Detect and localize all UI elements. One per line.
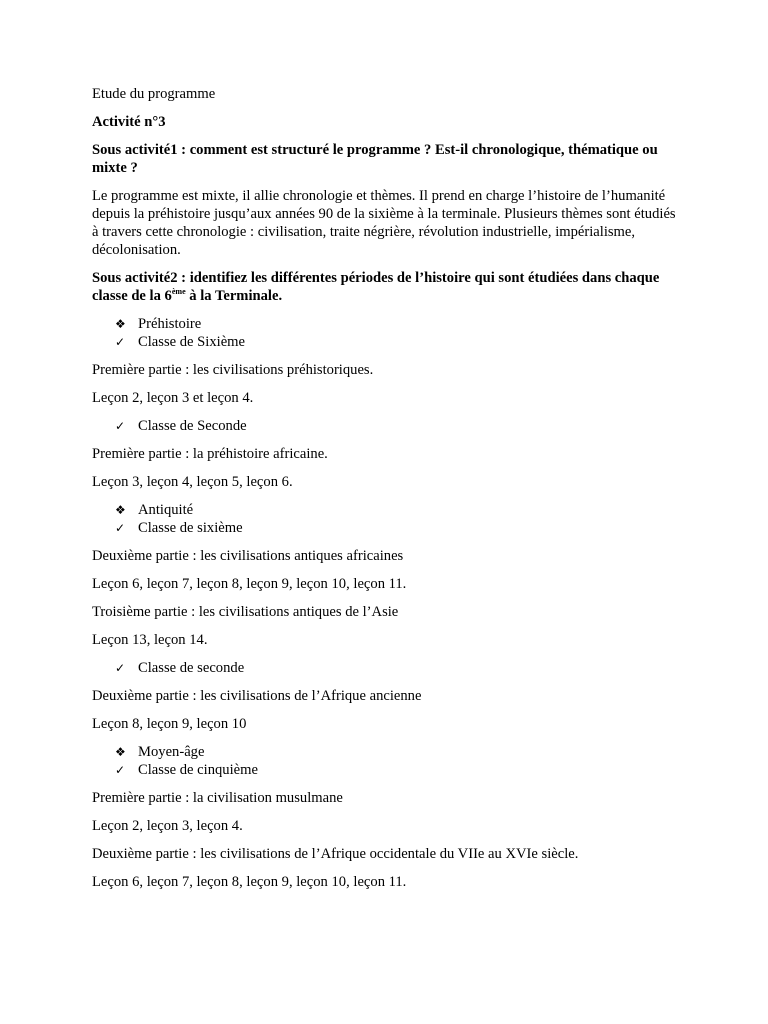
period-antiquite: Antiquité xyxy=(138,502,194,518)
list-item xyxy=(92,501,682,519)
period-prehistoire: Préhistoire xyxy=(138,316,202,332)
class-seconde-label: Classe de Seconde xyxy=(138,418,247,434)
check-mark-icon: ✓ xyxy=(115,419,126,433)
check-mark-icon: ✓ xyxy=(115,335,126,349)
superscript-eme: ème xyxy=(171,287,186,296)
moyen-age-part2: Deuxième partie : les civilisations de l’Afrique occidentale du VIIe au XVIe siècle. xyxy=(92,846,579,862)
document-page xyxy=(92,85,682,901)
moyen-age-part1: Première partie : la civilisation musulmane xyxy=(92,790,343,806)
sub-activity-1-answer: Le programme est mixte, il allie chronologie et thèmes. Il prend en charge l’histoire de l’humanité depuis la préhistoire jusqu’aux années 90 de la sixième à la terminale. Plusieurs thèmes sont étudiés à travers cette chronologie : civilisation, traite négrière, révolution industrielle, impérialisme, décolonisation. xyxy=(92,188,676,258)
prehistoire-seconde-part: Première partie : la préhistoire africaine. xyxy=(92,446,328,462)
sub-activity-2-question xyxy=(92,269,682,305)
list-item xyxy=(92,659,682,677)
moyen-age-list xyxy=(92,743,682,779)
sub-activity-2-question-end: à la Terminale. xyxy=(185,288,283,304)
list-item xyxy=(92,519,682,537)
document-title: Etude du programme xyxy=(92,86,216,102)
four-diamond-icon: ❖ xyxy=(115,317,126,331)
list-item xyxy=(92,743,682,761)
antiquite-sixieme-part2: Deuxième partie : les civilisations antiques africaines xyxy=(92,548,404,564)
list-item xyxy=(92,333,682,351)
list-item xyxy=(92,761,682,779)
class-seconde-label: Classe de seconde xyxy=(138,660,245,676)
antiquite-sixieme-part3: Troisième partie : les civilisations antiques de l’Asie xyxy=(92,604,399,620)
check-mark-icon: ✓ xyxy=(115,521,126,535)
list-item xyxy=(92,315,682,333)
prehistoire-list xyxy=(92,315,682,351)
sub-activity-1-question: Sous activité1 : comment est structuré le programme ? Est-il chronologique, thématique ou mixte ? xyxy=(92,142,658,176)
check-mark-icon: ✓ xyxy=(115,661,126,675)
sub-activity-2-question-text: Sous activité2 : identifiez les différentes périodes de l’histoire qui sont étudiées dans chaque classe de la 6 xyxy=(92,270,660,304)
moyen-age-part1-lessons: Leçon 2, leçon 3, leçon 4. xyxy=(92,818,243,834)
antiquite-list xyxy=(92,501,682,537)
antiquite-sixieme-part2-lessons: Leçon 6, leçon 7, leçon 8, leçon 9, leçon 10, leçon 11. xyxy=(92,576,407,592)
prehistoire-sixieme-lessons: Leçon 2, leçon 3 et leçon 4. xyxy=(92,390,254,406)
class-sixieme-label: Classe de sixième xyxy=(138,520,243,536)
prehistoire-seconde-list xyxy=(92,417,682,435)
list-item xyxy=(92,417,682,435)
class-sixieme-label: Classe de Sixième xyxy=(138,334,246,350)
prehistoire-seconde-lessons: Leçon 3, leçon 4, leçon 5, leçon 6. xyxy=(92,474,293,490)
check-mark-icon: ✓ xyxy=(115,763,126,777)
antiquite-sixieme-part3-lessons: Leçon 13, leçon 14. xyxy=(92,632,208,648)
four-diamond-icon: ❖ xyxy=(115,503,126,517)
antiquite-seconde-list xyxy=(92,659,682,677)
four-diamond-icon: ❖ xyxy=(115,745,126,759)
class-cinquieme-label: Classe de cinquième xyxy=(138,762,258,778)
antiquite-seconde-part2: Deuxième partie : les civilisations de l’Afrique ancienne xyxy=(92,688,422,704)
prehistoire-sixieme-part: Première partie : les civilisations préhistoriques. xyxy=(92,362,374,378)
antiquite-seconde-part2-lessons: Leçon 8, leçon 9, leçon 10 xyxy=(92,716,247,732)
period-moyen-age: Moyen-âge xyxy=(138,744,205,760)
activity-heading: Activité n°3 xyxy=(92,114,166,130)
moyen-age-part2-lessons: Leçon 6, leçon 7, leçon 8, leçon 9, leçon 10, leçon 11. xyxy=(92,874,407,890)
